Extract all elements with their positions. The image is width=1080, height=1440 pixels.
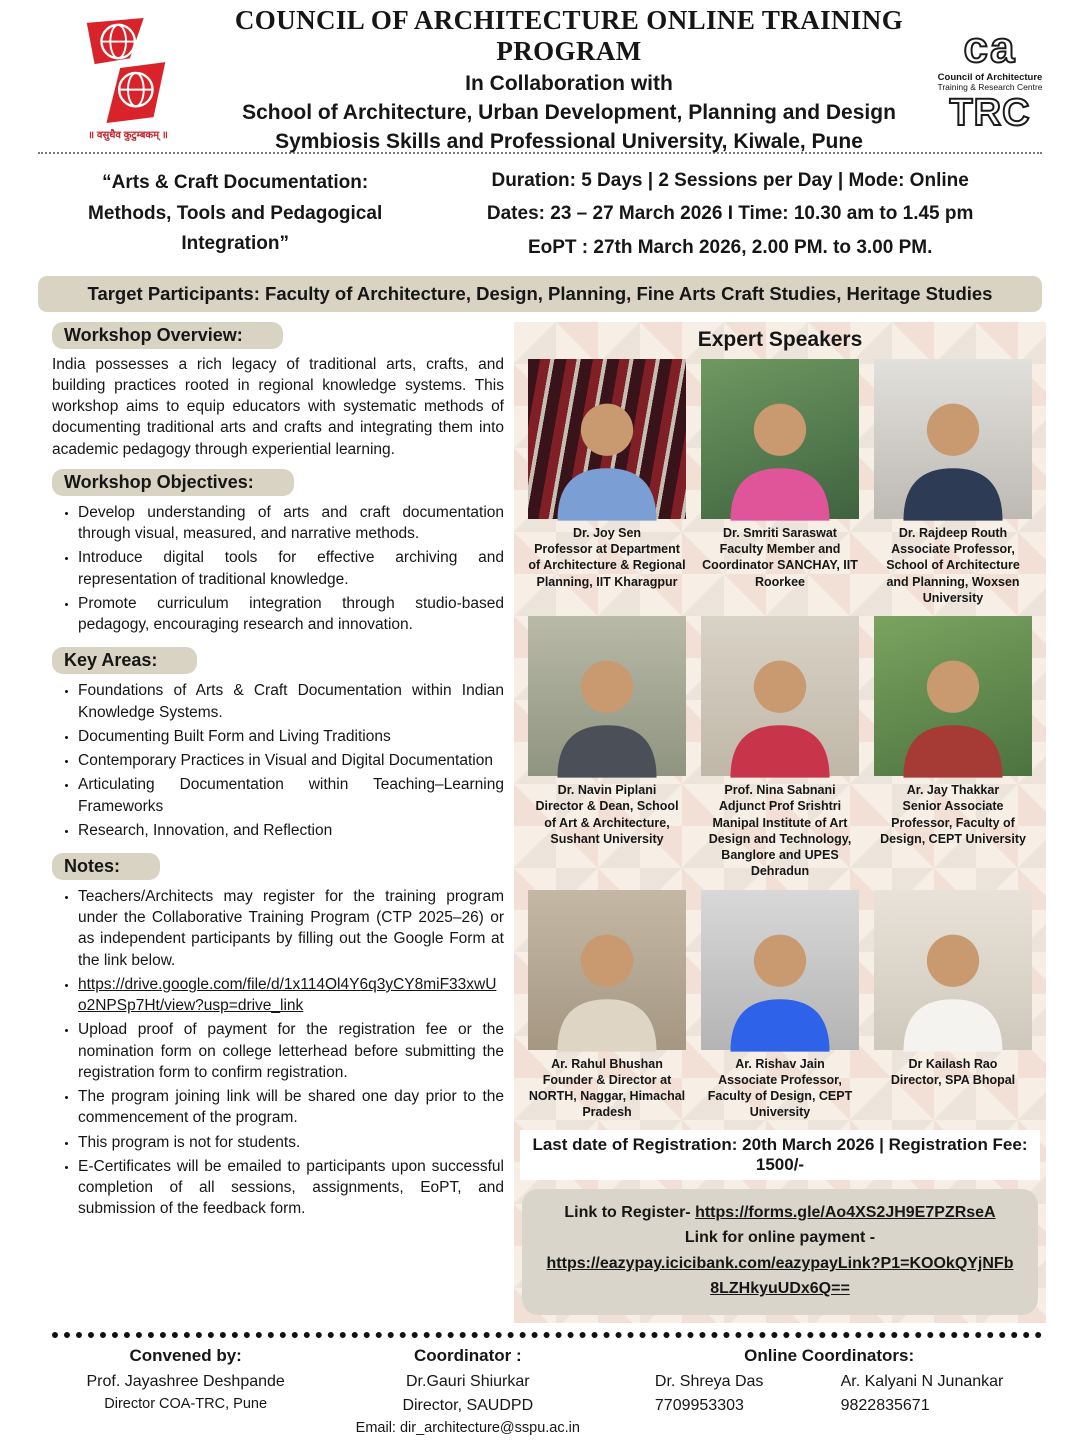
speaker-title: Associate Professor, Faculty of Design, CEPT University [707, 1072, 853, 1120]
payment-link[interactable]: https://eazypay.icicibank.com/eazypayLink?P1=KOOkQYjNFb8LZHkyuUDx6Q== [546, 1254, 1014, 1298]
key-area-item: • Articulating Documentation within Teaching–Learning Frameworks [78, 774, 504, 816]
speaker-name: Dr. Navin Piplani [557, 783, 657, 797]
speaker-title: Adjunct Prof Srishtri Manipal Institute of Art Design and Technology, Banglore and UPES Dehradun [708, 799, 852, 879]
speaker-photo [874, 890, 1032, 1050]
objectives-list [52, 502, 504, 635]
speaker-name: Dr. Joy Sen [572, 525, 642, 540]
catrc-ca-glyph: ca [963, 22, 1017, 72]
speaker-photo [701, 359, 859, 519]
symbiosis-logo-icon [76, 17, 180, 125]
left-column [52, 322, 504, 1223]
footer [0, 1338, 1080, 1440]
speaker-card [874, 359, 1032, 606]
objective-item: • Develop understanding of arts and craft documentation through visual, measured, and narrative methods. [78, 502, 504, 544]
note-item: • Upload proof of payment for the registration fee or the nomination form on college letterhead before submitting the registration form to confirm registration. [78, 1019, 504, 1083]
online-coordinators-block: Online Coordinators: Dr. Shreya Das 7709953303 Ar. Kalyani N Junankar 9822835671 [616, 1346, 1042, 1440]
online-coordinator-phone: 7709953303 [654, 1396, 744, 1414]
notes-list [52, 886, 504, 1220]
person-silhouette-icon [537, 383, 676, 521]
key-area-item: • Research, Innovation, and Reflection [78, 820, 504, 841]
convener-title: Director COA-TRC, Pune [104, 1395, 268, 1412]
workshop-info-row [0, 154, 1080, 268]
speakers-heading: Expert Speakers [697, 327, 863, 351]
speaker-photo [528, 890, 686, 1050]
online-coordinator-phone: 9822835671 [840, 1396, 930, 1414]
symbiosis-logo [52, 17, 204, 141]
note-item: • E-Certificates will be emailed to participants upon successful completion of all sessions, assignments, EoPT, and submission of the feedback form. [78, 1156, 504, 1220]
speaker-name: Prof. Nina Sabnani [724, 783, 836, 797]
school-line: School of Architecture, Urban Development, Planning and Design [242, 100, 896, 124]
speaker-photo [528, 616, 686, 776]
speaker-card [701, 890, 859, 1121]
catrc-line1: Council of Architecture [937, 71, 1043, 83]
objectives-heading: Workshop Objectives: [52, 469, 294, 496]
speaker-card [701, 616, 859, 880]
person-silhouette-icon [537, 914, 676, 1052]
speaker-name: Ar. Rishav Jain [735, 1056, 825, 1071]
payment-label: Link for online payment - [684, 1229, 876, 1247]
objective-item: • Introduce digital tools for effective archiving and representation of traditional knowledge. [78, 547, 504, 589]
notes-heading: Notes: [52, 853, 160, 880]
coordinator-email: Email: dir_architecture@sspu.ac.in [355, 1419, 580, 1436]
key-areas-list [52, 680, 504, 841]
dates-line: Dates: 23 – 27 March 2026 I Time: 10.30 am to 1.45 pm [486, 203, 974, 225]
key-area-item: • Documenting Built Form and Living Traditions [78, 726, 504, 747]
speaker-card [528, 359, 686, 606]
speaker-photo [701, 616, 859, 776]
overview-heading: Workshop Overview: [52, 322, 283, 349]
note-item: • The program joining link will be shared one day prior to the commencement of the program. [78, 1086, 504, 1128]
registration-deadline: Last date of Registration: 20th March 2026 | Registration Fee: 1500/- [520, 1130, 1040, 1180]
person-silhouette-icon [883, 383, 1022, 521]
speaker-photo [528, 359, 686, 519]
catrc-logo [934, 21, 1046, 138]
person-silhouette-icon [537, 640, 676, 778]
key-areas-heading: Key Areas: [52, 647, 197, 674]
person-silhouette-icon [883, 914, 1022, 1052]
speaker-name: Ar. Jay Thakkar [906, 783, 1000, 797]
coordinator-block: Coordinator : Dr.Gauri Shiurkar Director, SAUDPD Email: dir_architecture@sspu.ac.in [319, 1346, 616, 1440]
collaboration-line: In Collaboration with [465, 71, 673, 95]
key-area-item: • Foundations of Arts & Craft Documentation within Indian Knowledge Systems. [78, 680, 504, 722]
online-coordinator-name: Ar. Kalyani N Junankar [840, 1372, 1004, 1390]
speaker-title: Senior Associate Professor, Faculty of Design, CEPT University [880, 799, 1026, 846]
person-silhouette-icon [710, 914, 849, 1052]
convened-by-block: Convened by: Prof. Jayashree Deshpande Director COA-TRC, Pune [52, 1346, 319, 1440]
objective-item: • Promote curriculum integration through studio-based pedagogy, encouraging research and innovation. [78, 593, 504, 635]
google-form-link[interactable]: • https://drive.google.com/file/d/1x114Ol4Y6q3yCY8miF33xwUo2NPSp7Ht/view?usp=drive_link [78, 974, 504, 1016]
main-content [0, 322, 1080, 1323]
target-participants-banner: Target Participants: Faculty of Architecture, Design, Planning, Fine Arts Craft Studies, Heritage Studies [38, 276, 1042, 312]
overview-body: India possesses a rich legacy of traditional arts, crafts, and building practices rooted in regional knowledge systems. This workshop aims to equip educators with systematic methods of documenting traditional arts and crafts and integrating them into academic pedagogy through experiential learning. [52, 355, 504, 458]
speaker-photo [874, 359, 1032, 519]
speaker-title: Founder & Director at NORTH, Naggar, Himachal Pradesh [528, 1072, 686, 1120]
speaker-card [528, 616, 686, 880]
speakers-grid [520, 359, 1040, 1121]
registration-links-box [522, 1189, 1038, 1315]
person-silhouette-icon [710, 640, 849, 778]
speaker-title: Professor at Department of Architecture & Regional Planning, IIT Kharagpur [528, 542, 686, 589]
workshop-details [418, 164, 1042, 264]
eopt-line: EoPT : 27th March 2026, 2.00 PM. to 3.00 PM. [527, 236, 933, 258]
speaker-card [528, 890, 686, 1121]
speaker-card [874, 616, 1032, 880]
register-link[interactable]: https://forms.gle/Ao4XS2JH9E7PZRseA [695, 1203, 996, 1221]
speakers-panel [514, 322, 1046, 1323]
speaker-title: Director, SPA Bhopal [890, 1072, 1016, 1087]
speaker-title: Director & Dean, School of Art & Architecture, Sushant University [535, 799, 679, 846]
speaker-name: Dr. Rajdeep Routh [898, 525, 1008, 540]
speaker-title: Faculty Member and Coordinator SANCHAY, IIT Roorkee [702, 542, 858, 589]
symbiosis-logo-caption: ॥ वसुधैव कुटुम्बकम् ॥ [88, 130, 168, 141]
header [0, 0, 1080, 153]
online-coordinator-name: Dr. Shreya Das [654, 1372, 764, 1390]
speaker-name: Dr. Smriti Saraswat [723, 525, 837, 540]
person-silhouette-icon [883, 640, 1022, 778]
register-label: Link to Register- [564, 1203, 696, 1221]
header-titles [204, 5, 934, 154]
convener-name: Prof. Jayashree Deshpande [86, 1372, 285, 1390]
university-line: Symbiosis Skills and Professional University, Kiwale, Pune [275, 129, 863, 153]
duration-line: Duration: 5 Days | 2 Sessions per Day | Mode: Online [491, 170, 969, 191]
coordinator-name: Dr.Gauri Shiurkar [406, 1372, 530, 1390]
catrc-line2: Training & Research Centre [937, 81, 1043, 92]
speaker-photo [874, 616, 1032, 776]
person-silhouette-icon [710, 383, 849, 521]
speaker-title: Associate Professor, School of Architecture and Planning, Woxsen University [886, 542, 1020, 605]
online-coordinator [655, 1370, 763, 1418]
coordinator-title: Director, SAUDPD [402, 1396, 534, 1414]
note-item: • Teachers/Architects may register for the training program under the Collaborative Training Program (CTP 2025–26) or as independent participants by filling out the Google Form at the link below. [78, 886, 504, 971]
note-item: • This program is not for students. [78, 1132, 504, 1153]
speaker-photo [701, 890, 859, 1050]
speaker-name: Dr Kailash Rao [908, 1056, 998, 1071]
speaker-card [701, 359, 859, 606]
catrc-trc-glyph: TRC [949, 91, 1031, 134]
key-area-item: • Contemporary Practices in Visual and Digital Documentation [78, 750, 504, 771]
speaker-card [874, 890, 1032, 1121]
speaker-name: Ar. Rahul Bhushan [551, 1056, 663, 1071]
workshop-title: “Arts & Craft Documentation: Methods, Tools and Pedagogical Integration” [88, 172, 383, 255]
online-coordinator [841, 1370, 1004, 1418]
program-title: COUNCIL OF ARCHITECTURE ONLINE TRAINING PROGRAM [234, 4, 904, 66]
